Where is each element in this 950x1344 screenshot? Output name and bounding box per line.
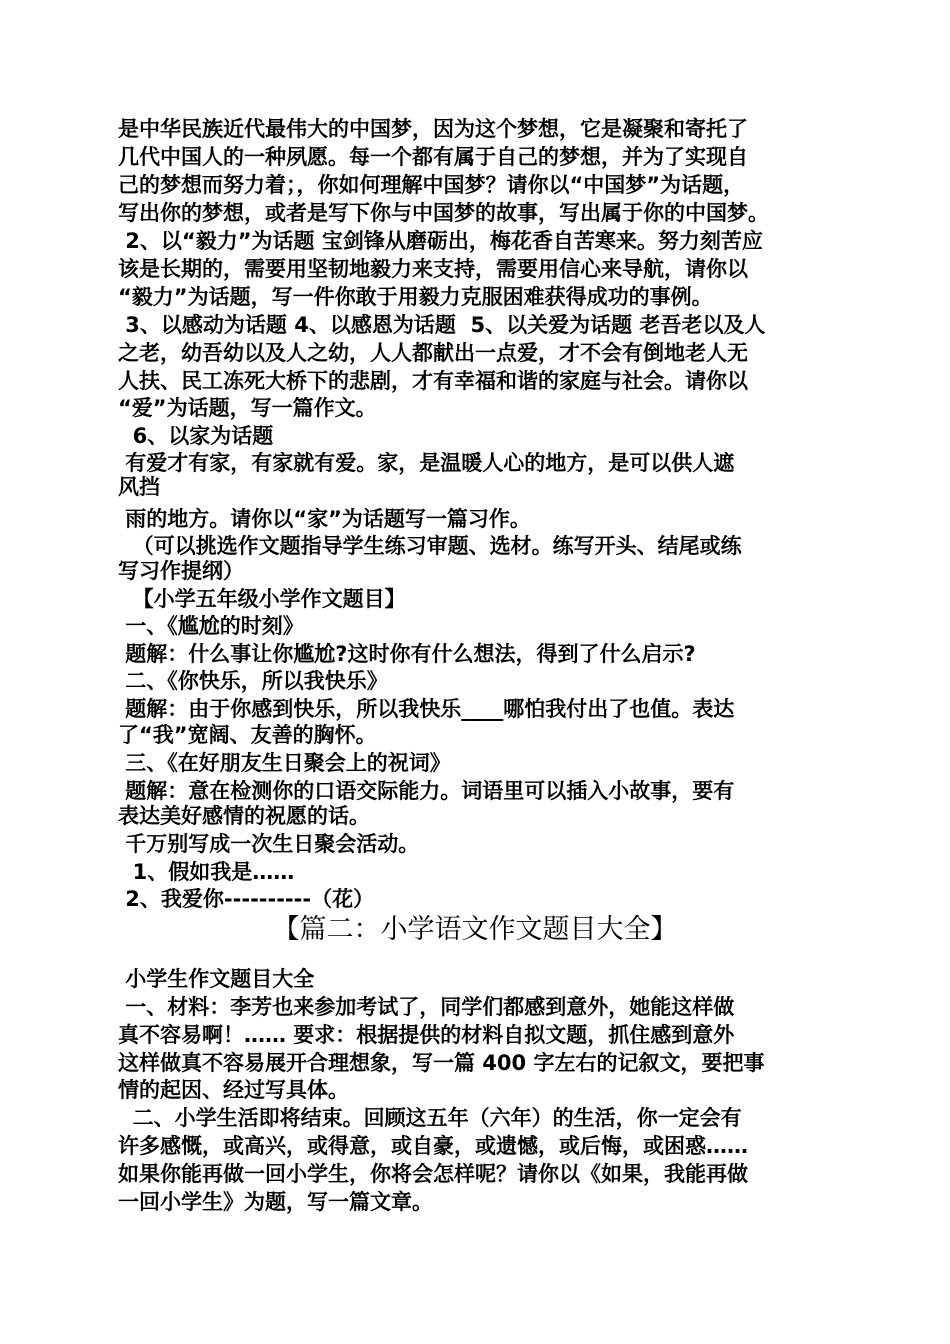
text-line: 表达美好感情的祝愿的话。	[118, 804, 370, 828]
text-line: 如果你能再做一回小学生，你将会怎样呢？请你以《如果，我能再做	[118, 1162, 748, 1186]
text-line: 6、以家为话题	[118, 424, 274, 448]
text-line: 【小学五年级小学作文题目】	[118, 587, 406, 611]
text-line: 一、材料：李芳也来参加考试了，同学们都感到意外，她能这样做	[118, 995, 735, 1019]
text-line: 题解：由于你感到快乐，所以我快乐____哪怕我付出了也值。表达	[118, 697, 735, 721]
text-line: 一回小学生》为题，写一篇文章。	[118, 1190, 433, 1214]
text-line: 2、以“毅力”为话题 宝剑锋从磨砺出，梅花香自苦寒来。努力刻苦应	[118, 229, 763, 253]
text-line: 了“我”宽阔、友善的胸怀。	[118, 723, 377, 747]
text-line: 千万别写成一次生日聚会活动。	[118, 832, 420, 856]
text-line: 这样做真不容易展开合理想象，写一篇 400 字左右的记叙文，要把事	[118, 1051, 765, 1075]
text-line: 之老，幼吾幼以及人之幼，人人都献出一点爱，才不会有倒地老人无	[118, 341, 748, 365]
text-line: 几代中国人的一种夙愿。每一个都有属于自己的梦想，并为了实现自	[118, 145, 748, 169]
text-line: 1、假如我是……	[118, 860, 295, 884]
text-line: 一、《尴尬的时刻》	[118, 614, 304, 638]
text-line: 小学生作文题目大全	[118, 967, 315, 991]
text-line: 该是长期的，需要用坚韧地毅力来支持，需要用信心来导航，请你以	[118, 257, 748, 281]
text-line: 有爱才有家，有家就有爱。家，是温暖人心的地方，是可以供人遮	[118, 451, 735, 475]
text-line: “爱”为话题，写一篇作文。	[118, 396, 377, 420]
text-line: 2、我爱你----------（花）	[118, 887, 375, 911]
section-heading: 【篇二：小学语文作文题目大全】	[272, 914, 678, 945]
text-line: 雨的地方。请你以“家”为话题写一篇习作。	[118, 507, 531, 531]
text-line: 情的起因、经过写具体。	[118, 1078, 349, 1102]
text-line: 人扶、民工冻死大桥下的悲剧，才有幸福和谐的家庭与社会。请你以	[118, 369, 748, 393]
text-line: 二、《你快乐，所以我快乐》	[118, 669, 388, 693]
text-line: 风挡	[118, 475, 160, 499]
text-line: 写出你的梦想，或者是写下你与中国梦的故事，写出属于你的中国梦。	[118, 201, 769, 225]
text-line: 三、《在好朋友生日聚会上的祝词》	[118, 751, 451, 775]
text-line: （可以挑选作文题指导学生练习审题、选材。练写开头、结尾或练	[118, 534, 742, 558]
text-line: 题解：意在检测你的口语交际能力。词语里可以插入小故事，要有	[118, 779, 735, 803]
text-line: 己的梦想而努力着；，你如何理解中国梦？请你以“中国梦”为话题，	[118, 173, 745, 197]
text-line: 是中华民族近代最伟大的中国梦，因为这个梦想，它是凝聚和寄托了	[118, 117, 748, 141]
text-line: “毅力”为话题，写一件你敢于用毅力克服困难获得成功的事例。	[118, 285, 713, 309]
text-line: 真不容易啊！…… 要求：根据提供的材料自拟文题，抓住感到意外	[118, 1023, 735, 1047]
text-line: 题解：什么事让你尴尬?这时你有什么想法，得到了什么启示?	[118, 642, 696, 666]
text-line: 许多感慨，或高兴，或得意，或自豪，或遗憾，或后悔，或困惑……	[118, 1134, 748, 1158]
text-line: 写习作提纲）	[118, 559, 244, 583]
text-line: 3、以感动为话题 4、以感恩为话题 5、以关爱为话题 老吾老以及人	[118, 313, 766, 337]
text-line: 二、小学生活即将结束。回顾这五年（六年）的生活，你一定会有	[118, 1106, 742, 1130]
